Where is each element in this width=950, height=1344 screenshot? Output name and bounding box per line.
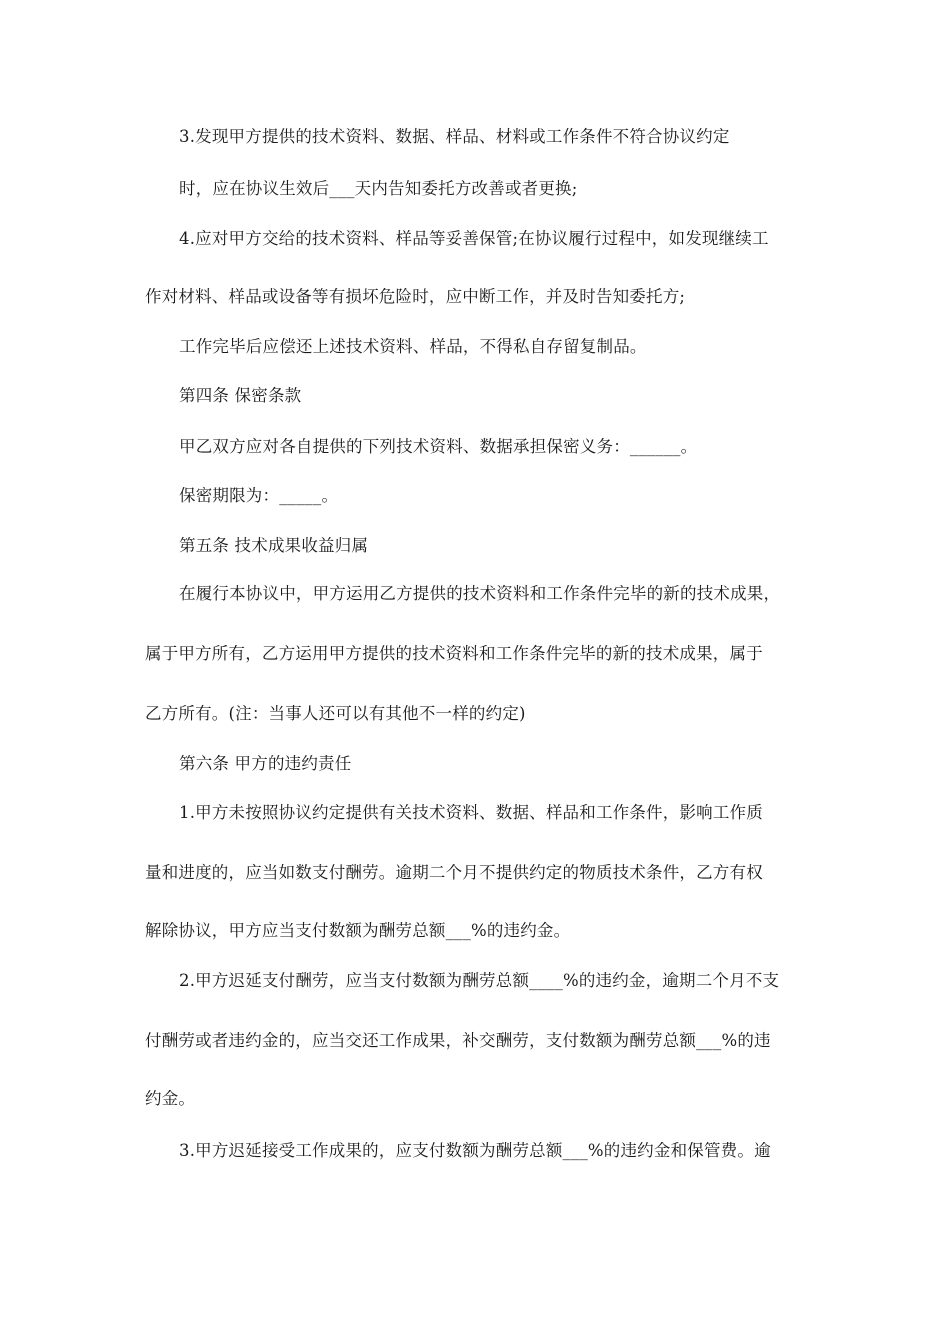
text-line-19: 约金。 <box>145 1089 196 1108</box>
text-line-12: 乙方所有。(注：当事人还可以有其他不一样的约定) <box>145 704 526 723</box>
text-line-8: 保密期限为：_____。 <box>179 486 339 505</box>
text-line-4: 作对材料、样品或设备等有损坏危险时，应中断工作，并及时告知委托方; <box>145 287 686 306</box>
section-heading-6: 第六条 甲方的违约责任 <box>179 754 352 773</box>
text-line-10: 在履行本协议中，甲方运用乙方提供的技术资料和工作条件完毕的新的技术成果， <box>179 584 781 603</box>
text-line-14: 1.甲方未按照协议约定提供有关技术资料、数据、样品和工作条件，影响工作质 <box>179 803 763 822</box>
section-heading-5: 第五条 技术成果收益归属 <box>179 536 369 555</box>
text-line-7: 甲乙双方应对各自提供的下列技术资料、数据承担保密义务：______。 <box>179 437 698 456</box>
text-line-16: 解除协议，甲方应当支付数额为酬劳总额___%的违约金。 <box>145 921 571 940</box>
text-line-11: 属于甲方所有，乙方运用甲方提供的技术资料和工作条件完毕的新的技术成果，属于 <box>145 644 763 663</box>
text-line-2: 时，应在协议生效后___天内告知委托方改善或者更换; <box>179 179 578 198</box>
text-line-5: 工作完毕后应偿还上述技术资料、样品，不得私自存留复制品。 <box>179 337 647 356</box>
text-line-3: 4.应对甲方交给的技术资料、样品等妥善保管;在协议履行过程中，如发现继续工 <box>179 229 769 248</box>
text-line-18: 付酬劳或者违约金的，应当交还工作成果，补交酬劳，支付数额为酬劳总额___%的违 <box>145 1031 771 1050</box>
text-line-1: 3.发现甲方提供的技术资料、数据、样品、材料或工作条件不符合协议约定 <box>179 127 730 146</box>
text-line-15: 量和进度的，应当如数支付酬劳。逾期二个月不提供约定的物质技术条件，乙方有权 <box>145 863 763 882</box>
text-line-20: 3.甲方迟延接受工作成果的，应支付数额为酬劳总额___%的违约金和保管费。逾 <box>179 1141 771 1160</box>
text-line-17: 2.甲方迟延支付酬劳，应当支付数额为酬劳总额____%的违约金，逾期二个月不支 <box>179 971 780 990</box>
section-heading-4: 第四条 保密条款 <box>179 386 302 405</box>
